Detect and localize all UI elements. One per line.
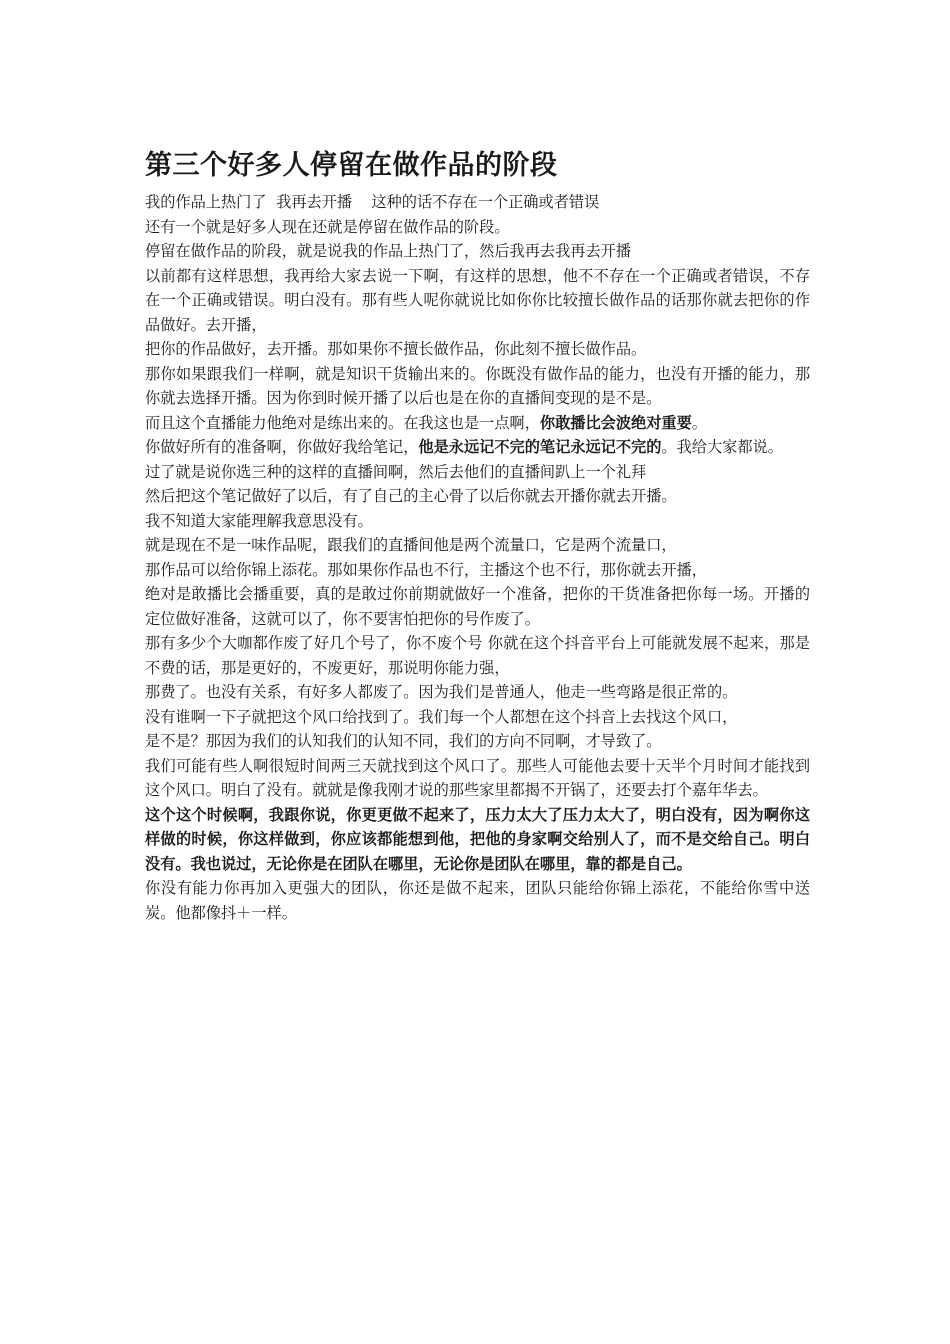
- paragraph-18: 是不是？那因为我们的认知我们的认知不同，我们的方向不同啊，才导致了。: [145, 732, 662, 750]
- paragraph-8: [145, 435, 810, 460]
- paragraph-7-end: 。: [691, 413, 707, 432]
- paragraph-2: 还有一个就是好多人现在还就是停留在做作品的阶段。: [145, 217, 510, 236]
- paragraph-7-bold-text: 你敢播比会波绝对重要: [539, 413, 692, 432]
- paragraph-10: 然后把这个笔记做好了以后，有了自己的主心骨了以后你就去开播你就去开播。: [145, 487, 677, 505]
- paragraph-15: 那有多少个大咖都作废了好几个号了，你不废个号 你就在这个抖音平台上可能就发展不起来，那是不费的话，那是更好的，不废更好，那说明你能力强，: [145, 634, 810, 677]
- paragraph-8-end: 。我给大家都说。: [661, 438, 783, 456]
- paragraph-13: 那作品可以给你锦上添花。那如果你作品也不行，主播这个也不行，那你就去开播，: [145, 560, 707, 579]
- paragraph-7-text: 而且这个直播能力他绝对是练出来的。在我这也是一点啊，: [145, 413, 540, 432]
- paragraph-16: 那费了。也没有关系，有好多人都废了。因为我们是普通人，他走一些弯路是很正常的。: [145, 683, 738, 701]
- paragraph-14: 绝对是敢播比会播重要，真的是敢过你前期就做好一个准备，把你的干货准备把你每一场。开播的定位做好准备，这就可以了，你不要害怕把你的号作废了。: [145, 585, 810, 628]
- paragraph-17: 没有谁啊一下子就把这个风口给找到了。我们每一个人都想在这个抖音上去找这个风口，: [145, 707, 738, 726]
- document-title: 第三个好多人停留在做作品的阶段: [145, 150, 558, 181]
- paragraph-1: 我的作品上热门了 我再去开播 这种的话不存在一个正确或者错误: [145, 193, 600, 211]
- paragraph-8-bold-text: 他是永远记不完的笔记永远记不完的: [418, 438, 662, 456]
- paragraph-12: 就是现在不是一味作品呢，跟我们的直播间他是两个流量口，它是两个流量口，: [145, 536, 677, 554]
- paragraph-4: 以前都有这样思想，我再给大家去说一下啊，有这样的思想，他不不存在一个正确或者错误，不存在一个正确或错误。明白没有。那有些人呢你就说比如你你比较擅长做作品的话那你就去把你的作品做好。去开播，: [145, 266, 810, 334]
- paragraph-11: 我不知道大家能理解我意思没有。: [145, 511, 373, 530]
- document-page: [145, 148, 810, 925]
- paragraph-5: 把你的作品做好，去开播。那如果你不擅长做作品，你此刻不擅长做作品。: [145, 340, 647, 358]
- paragraph-20-bold: 这个这个时候啊，我跟你说，你更更做不起来了，压力太大了压力太大了，明白没有，因为啊你这样做的时候，你这样做到，你应该都能想到他，把他的身家啊交给别人了，而不是交给自己。明白没有。我也说过，无论你是在团队在哪里，无论你是团队在哪里，靠的都是自己。: [145, 805, 810, 873]
- paragraph-3: 停留在做作品的阶段，就是说我的作品上热门了，然后我再去我再去开播: [145, 242, 631, 260]
- paragraph-6: 那你如果跟我们一样啊，就是知识干货输出来的。你既没有做作品的能力，也没有开播的能力，那你就去选择开播。因为你到时候开播了以后也是在你的直播间变现的是不是。: [145, 364, 810, 407]
- paragraph-19: 我们可能有些人啊很短时间两三天就找到这个风口了。那些人可能他去要十天半个月时间才能找到这个风口。明白了没有。就就是像我刚才说的那些家里都揭不开锅了，还要去打个嘉年华去。: [145, 756, 810, 799]
- paragraph-21: 你没有能力你再加入更强大的团队，你还是做不起来，团队只能给你锦上添花，不能给你雪中送炭。他都像抖＋一样。: [145, 879, 810, 922]
- paragraph-9: 过了就是说你选三种的这样的直播间啊，然后去他们的直播间趴上一个礼拜: [145, 462, 647, 481]
- paragraph-8-text: 你做好所有的准备啊，你做好我给笔记，: [145, 438, 419, 456]
- paragraph-7: [145, 411, 810, 436]
